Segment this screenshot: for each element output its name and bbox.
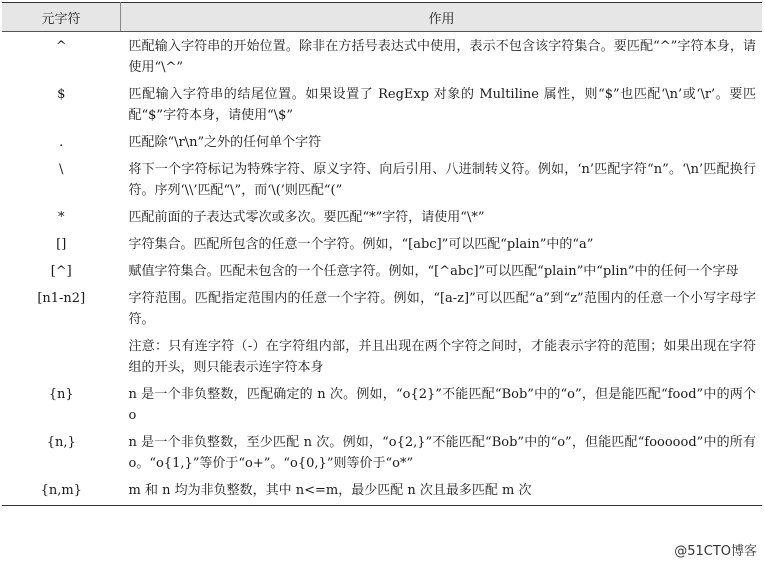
row-desc: 字符范围。匹配指定范围内的任意一个字符。例如，“[a-z]”可以匹配“a”到“z”范围内的任意一个小写字母字符。 [128,291,756,327]
watermark: @51CTO博客 [674,540,757,559]
row-char: [] [56,237,67,252]
regex-metachar-table [2,2,762,506]
row-char: {n} [48,387,74,402]
table-header [2,3,762,32]
table-row-note [2,332,762,380]
table-row [2,428,762,476]
row-char: * [58,210,65,225]
table-row [2,80,762,128]
row-desc: 字符集合。匹配所包含的任意一个字符。例如，“[abc]”可以匹配“plain”中的“a” [128,237,594,252]
row-desc: 赋值字符集合。匹配未包含的一个任意字符。例如，“[^abc]”可以匹配“plain”中“plin”中的任何一个字母 [128,264,739,279]
row-desc: 匹配前面的子表达式零次或多次。要匹配“*”字符，请使用“\*” [128,210,485,225]
row-char: [n1-n2] [37,291,86,306]
row-desc: 匹配输入字符串的开始位置。除非在方括号表达式中使用，表示不包含该字符集合。要匹配“^”字符本身，请使用“\^” [128,39,756,75]
row-char: . [59,135,64,150]
row-desc: 匹配除“\r\n”之外的任何单个字符 [128,135,322,150]
table-row [2,230,762,257]
table-row [2,380,762,428]
row-char: [^] [50,264,72,279]
row-char [2,332,121,380]
header-desc: 作用 [121,3,763,32]
row-char: {n,} [46,435,76,450]
row-desc: m 和 n 均为非负整数，其中 n<=m，最少匹配 n 次且最多匹配 m 次 [121,476,763,506]
table-row [2,476,762,506]
row-char: ^ [55,39,67,54]
row-char: $ [57,87,66,102]
table-row [2,203,762,230]
table-row [2,32,762,81]
row-desc: n 是一个非负整数，匹配确定的 n 次。例如，“o{2}”不能匹配“Bob”中的“o”，但是能匹配“food”中的两个 o [128,387,756,423]
table-row [2,155,762,203]
row-char: {n,m} [2,476,121,506]
regex-metachar-table-container [2,2,762,506]
row-desc: 匹配输入字符串的结尾位置。如果设置了 RegExp 对象的 Multiline 属性，则“$”也匹配‘\n’或‘\r’。要匹配“$”字符本身，请使用“\$” [128,87,756,123]
row-char: \ [59,162,64,177]
table-row [2,257,762,284]
row-desc: 将下一个字符标记为特殊字符、原义字符、向后引用、八进制转义符。例如，‘n’匹配字符“n”。‘\n’匹配换行符。序列‘\\’匹配“\”，而‘\(’则匹配“(” [128,162,756,198]
table-row [2,284,762,332]
header-char: 元字符 [2,3,121,32]
header-row [2,3,762,32]
table-body [2,32,762,506]
table-row [2,128,762,155]
row-note: 注意：只有连字符（-）在字符组内部，并且出现在两个字符之间时，才能表示字符的范围；如果出现在字符组的开头，则只能表示连字符本身 [128,339,756,375]
row-desc: n 是一个非负整数，至少匹配 n 次。例如，“o{2,}”不能匹配“Bob”中的“o”，但能匹配“foooood”中的所有 o。“o{1,}”等价于“o+”。“o{0,}”则等价于“o*” [128,435,756,471]
